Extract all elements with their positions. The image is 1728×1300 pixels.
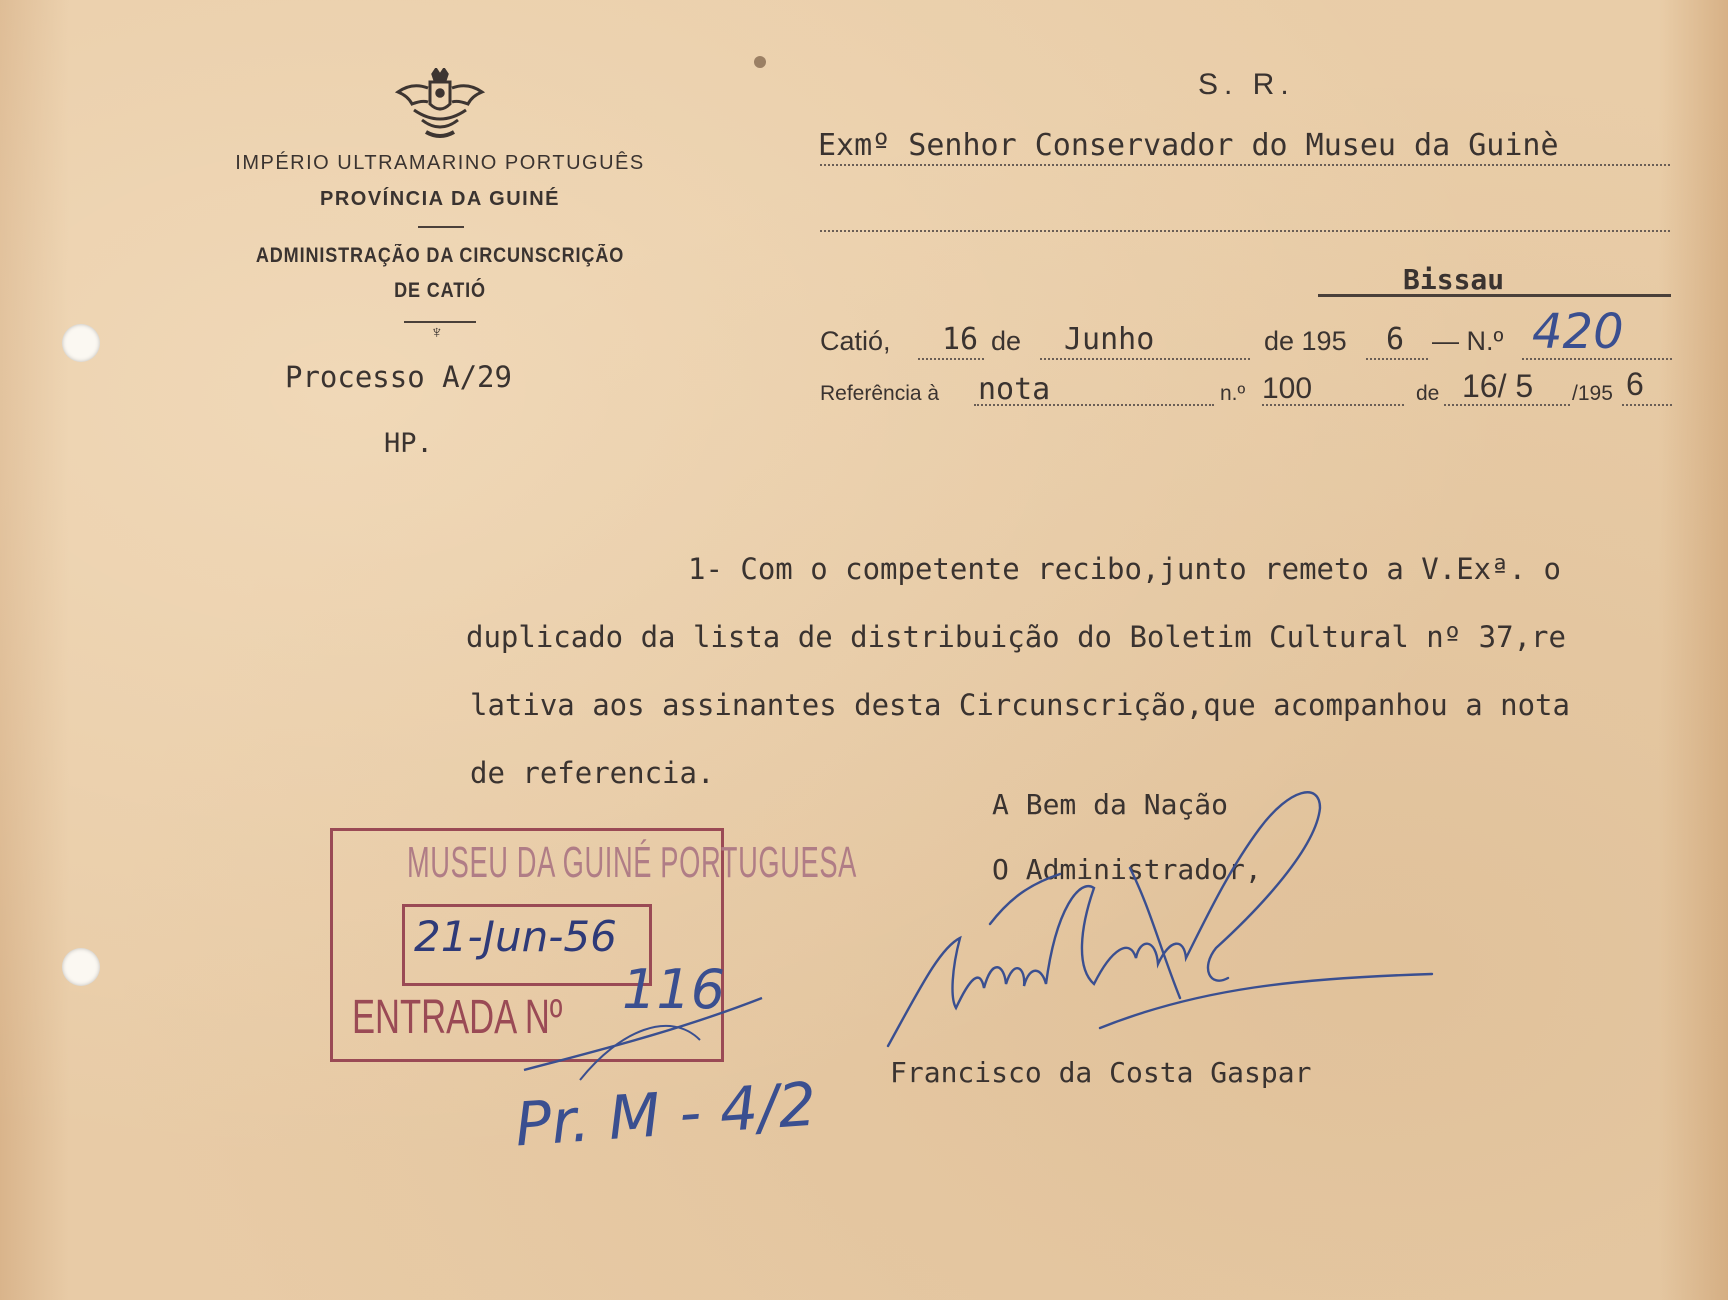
addressee-dotted-line — [820, 164, 1670, 166]
dateline-number-label: — N.º — [1432, 326, 1504, 356]
dateline-place: Catió, — [820, 326, 891, 356]
closing-formula: A Bem da Nação — [992, 788, 1229, 821]
archive-annotation: Pr. M - 4/2 — [512, 1069, 819, 1161]
dateline-year-digit: 6 — [1386, 322, 1405, 357]
dateline-month: Junho — [1064, 322, 1155, 357]
signatory-name: Francisco da Costa Gaspar — [890, 1056, 1312, 1089]
dateline-day: 16 — [942, 322, 979, 357]
reference-number-label: n.º — [1220, 382, 1246, 405]
body-line-1: 1- Com o competente recibo,junto remeto a V.Exª. o — [688, 552, 1561, 586]
ref-year-dotted-line — [1622, 404, 1672, 406]
handwritten-signature — [880, 788, 1440, 1058]
stamp-date: 21-Jun-56 — [414, 912, 617, 961]
dateline-year-prefix: de 195 — [1264, 326, 1347, 356]
typist-initials: HP. — [384, 428, 433, 459]
dateline-de: de — [991, 326, 1022, 356]
reference-year-label: /195 — [1572, 382, 1613, 405]
salutation-sr: S. R. — [1198, 68, 1295, 101]
reference-number: 100 — [1262, 372, 1313, 405]
letterhead-divider — [418, 226, 464, 228]
coat-of-arms-icon — [392, 68, 488, 142]
signatory-title: O Administrador, — [992, 853, 1262, 886]
reference-year-digit: 6 — [1626, 366, 1644, 402]
reference-date-label: de — [1416, 382, 1440, 405]
stamp-entry-label: ENTRADA Nº — [352, 991, 563, 1044]
dateline-number: 420 — [1532, 304, 1624, 360]
addressee-dotted-line-2 — [820, 230, 1670, 232]
paper-spot — [754, 56, 766, 68]
body-line-4: de referencia. — [470, 756, 715, 790]
letterhead-empire: IMPÉRIO ULTRAMARINO PORTUGUÊS — [235, 152, 645, 174]
stamp-entry-number: 116 — [622, 958, 726, 1021]
addressee-line: Exmº Senhor Conservador do Museu da Guinè — [818, 128, 1559, 163]
body-line-3: lativa aos assinantes desta Circunscrição,que acompanhou a nota — [470, 688, 1570, 722]
year-dotted-line — [1366, 358, 1428, 360]
day-dotted-line — [918, 358, 984, 360]
process-number: Processo A/29 — [285, 360, 512, 394]
reference-doc: nota — [978, 372, 1051, 407]
punch-hole-bottom — [62, 948, 100, 986]
body-line-2: duplicado da lista de distribuição do Boletim Cultural nº 37,re — [466, 620, 1566, 654]
destination-city: Bissau — [1403, 263, 1505, 296]
reference-label: Referência à — [820, 382, 940, 405]
punch-hole-top — [62, 324, 100, 362]
stamp-museum-name: MUSEU DA GUINÉ PORTUGUESA — [406, 838, 858, 887]
reference-date: 16/ 5 — [1462, 368, 1534, 404]
letterhead-administration: ADMINISTRAÇÃO DA CIRCUNSCRIÇÃO — [255, 244, 625, 267]
letterhead-district: DE CATIÓ — [394, 279, 486, 302]
letterhead-province: PROVÍNCIA DA GUINÉ — [320, 188, 560, 210]
trident-icon: ♆ — [430, 322, 444, 342]
destination-underline — [1318, 294, 1671, 297]
month-dotted-line — [1040, 358, 1250, 360]
